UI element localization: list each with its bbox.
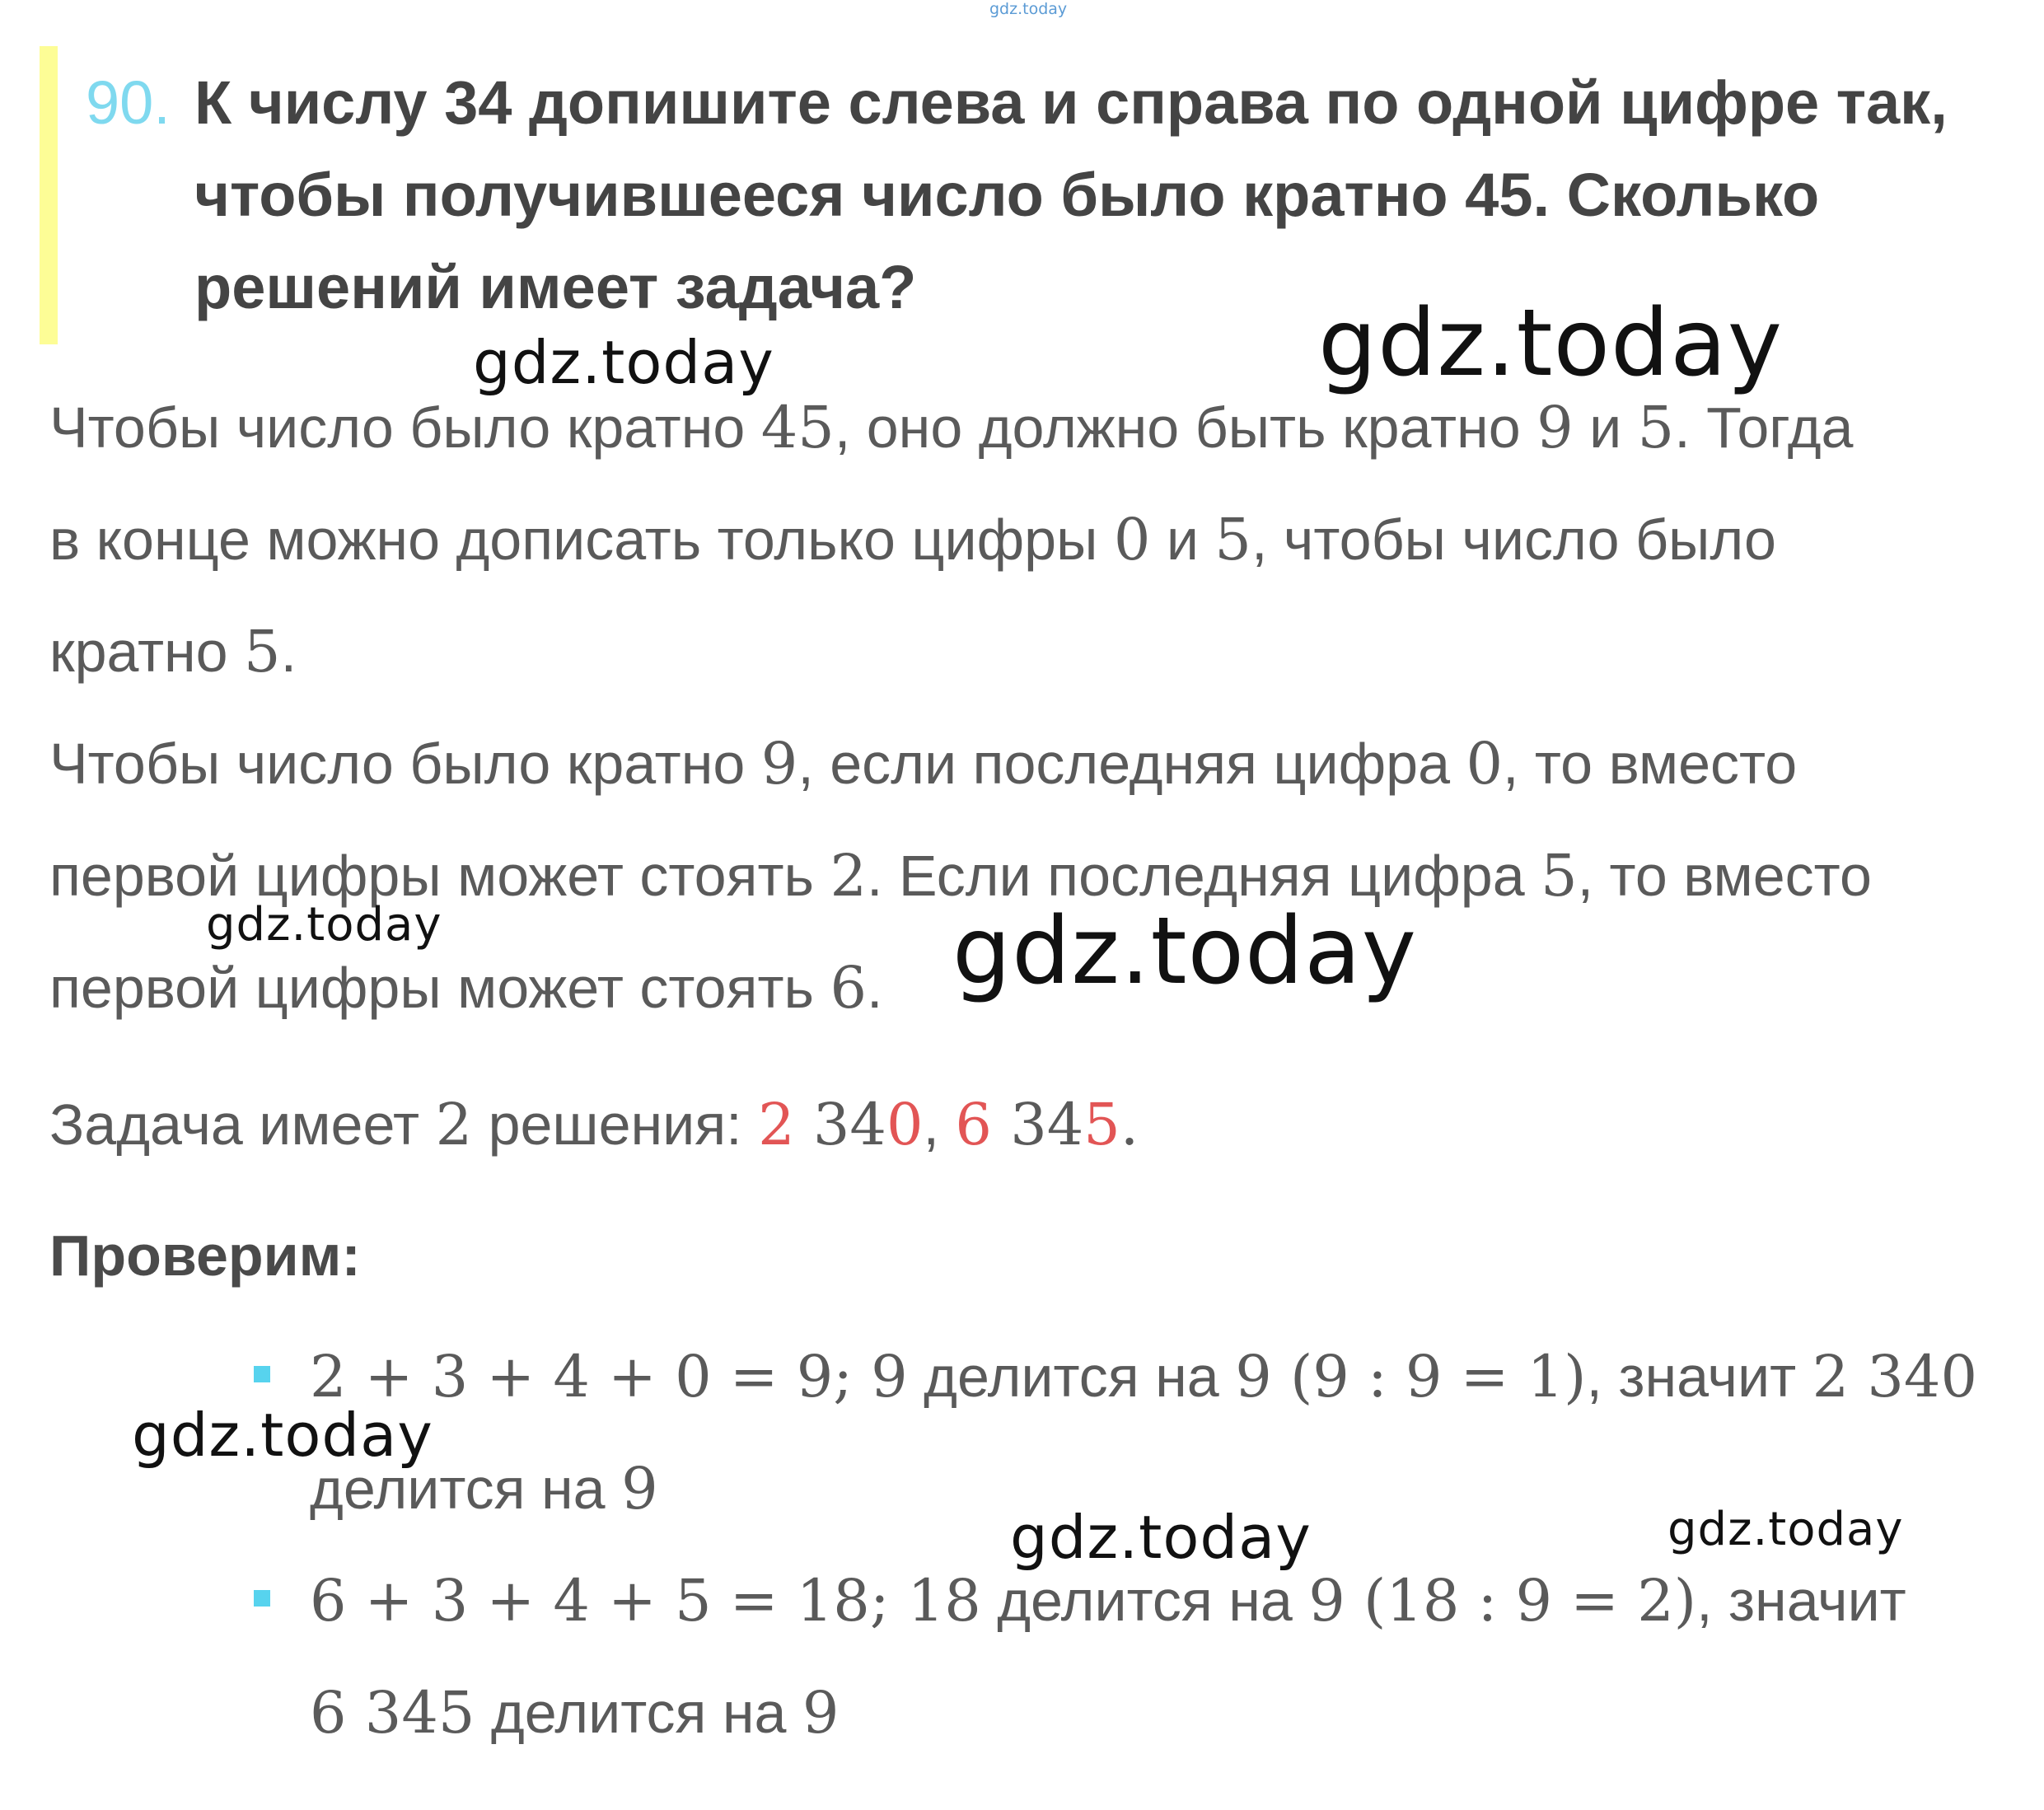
math-run: 5 bbox=[1214, 506, 1251, 573]
watermark: gdz.today bbox=[473, 328, 774, 397]
math-run: 6 bbox=[830, 954, 867, 1022]
solution-p2-line-1 bbox=[49, 730, 1797, 797]
bullet-marker bbox=[254, 1590, 270, 1607]
text-run: делится на bbox=[310, 1457, 622, 1521]
math-run: 9 bbox=[802, 1679, 840, 1747]
watermark: gdz.today bbox=[1667, 1503, 1904, 1556]
text-run: Задача имеет bbox=[49, 1092, 436, 1157]
text-run: , bbox=[923, 1092, 956, 1157]
math-run: 6 + 3 + 4 + 5 = 18; 18 bbox=[310, 1567, 981, 1635]
math-run: 45 bbox=[760, 394, 835, 461]
check-bullet-2-line-1 bbox=[310, 1567, 1906, 1635]
text-run: , значит bbox=[1696, 1569, 1906, 1633]
text-run: кратно bbox=[49, 620, 245, 684]
math-run: 9 bbox=[1537, 394, 1574, 461]
answer-line bbox=[49, 1091, 1139, 1158]
task-text-line-3: решений имеет задача? bbox=[194, 253, 917, 321]
text-run: первой цифры может стоять bbox=[49, 956, 830, 1020]
text-run: Чтобы число было кратно bbox=[49, 732, 761, 796]
check-bullet-1-line-1 bbox=[310, 1343, 1977, 1410]
task-accent-bar bbox=[40, 46, 58, 344]
text-run: , если последняя цифра bbox=[797, 732, 1466, 796]
math-run: 2 bbox=[830, 842, 867, 910]
answer-digit-highlight: 0 bbox=[886, 1091, 924, 1158]
math-run: 2 340 bbox=[1812, 1343, 1977, 1410]
text-run: . bbox=[866, 956, 883, 1020]
text-run: и bbox=[1573, 395, 1638, 460]
text-run: Чтобы число было кратно bbox=[49, 395, 761, 460]
solution-p1-line-1 bbox=[49, 394, 1853, 461]
math-run: 5 bbox=[1637, 394, 1675, 461]
solution-p2-line-3 bbox=[49, 954, 882, 1022]
watermark: gdz.today bbox=[132, 1401, 433, 1470]
watermark-top: gdz.today bbox=[989, 0, 1068, 18]
text-run: делится на bbox=[980, 1569, 1309, 1633]
math-run: 2 + 3 + 4 + 0 = 9; 9 bbox=[310, 1343, 908, 1410]
text-run: . Если последняя цифра bbox=[866, 844, 1541, 908]
text-run: делится на bbox=[907, 1345, 1236, 1409]
answer-digit-highlight: 2 bbox=[758, 1091, 795, 1158]
check-heading: Проверим: bbox=[49, 1223, 361, 1288]
bullet-marker bbox=[254, 1366, 270, 1382]
text-run: решения: bbox=[472, 1092, 759, 1157]
math-run: 5 bbox=[244, 618, 281, 685]
math-run: . bbox=[1120, 1091, 1139, 1158]
math-run: 2 bbox=[435, 1091, 473, 1158]
watermark: gdz.today bbox=[952, 898, 1418, 1005]
text-run: , чтобы число было bbox=[1251, 507, 1776, 572]
math-run: 34 bbox=[991, 1091, 1084, 1158]
math-run: 9 (9 : 9 = 1) bbox=[1235, 1343, 1587, 1410]
math-run: 0 bbox=[1466, 730, 1504, 797]
task-text-line-2: чтобы получившееся число было кратно 45. Сколько bbox=[194, 161, 1820, 229]
text-run: . Тогда bbox=[1674, 395, 1854, 460]
math-run: 9 bbox=[760, 730, 798, 797]
answer-digit-highlight: 5 bbox=[1083, 1091, 1120, 1158]
watermark: gdz.today bbox=[1318, 290, 1784, 397]
text-run: и bbox=[1150, 507, 1215, 572]
math-run: 6 345 bbox=[310, 1679, 475, 1747]
math-run: 0 bbox=[1113, 506, 1151, 573]
solution-p1-line-3 bbox=[49, 618, 297, 685]
text-run: в конце можно дописать только цифры bbox=[49, 507, 1114, 572]
text-run: , то вместо bbox=[1577, 844, 1872, 908]
solution-p1-line-2 bbox=[49, 506, 1776, 573]
answer-digit-highlight: 6 bbox=[955, 1091, 992, 1158]
text-run: , оно должно быть кратно bbox=[834, 395, 1537, 460]
text-run: , то вместо bbox=[1503, 732, 1798, 796]
math-run: 34 bbox=[794, 1091, 886, 1158]
text-run: делится на bbox=[475, 1681, 802, 1745]
math-run: 9 (18 : 9 = 2) bbox=[1308, 1567, 1697, 1635]
math-run: 9 bbox=[621, 1455, 658, 1522]
task-text-line-1: К числу 34 допишите слева и справа по одной цифре так, bbox=[194, 68, 1948, 137]
text-run: первой цифры может стоять bbox=[49, 844, 830, 908]
watermark: gdz.today bbox=[206, 898, 442, 952]
text-run: , значит bbox=[1586, 1345, 1812, 1409]
watermark: gdz.today bbox=[1010, 1503, 1312, 1572]
text-run: . bbox=[280, 620, 297, 684]
check-bullet-2-line-2 bbox=[310, 1679, 839, 1747]
task-number: 90. bbox=[86, 68, 171, 137]
math-run: 5 bbox=[1541, 842, 1578, 910]
